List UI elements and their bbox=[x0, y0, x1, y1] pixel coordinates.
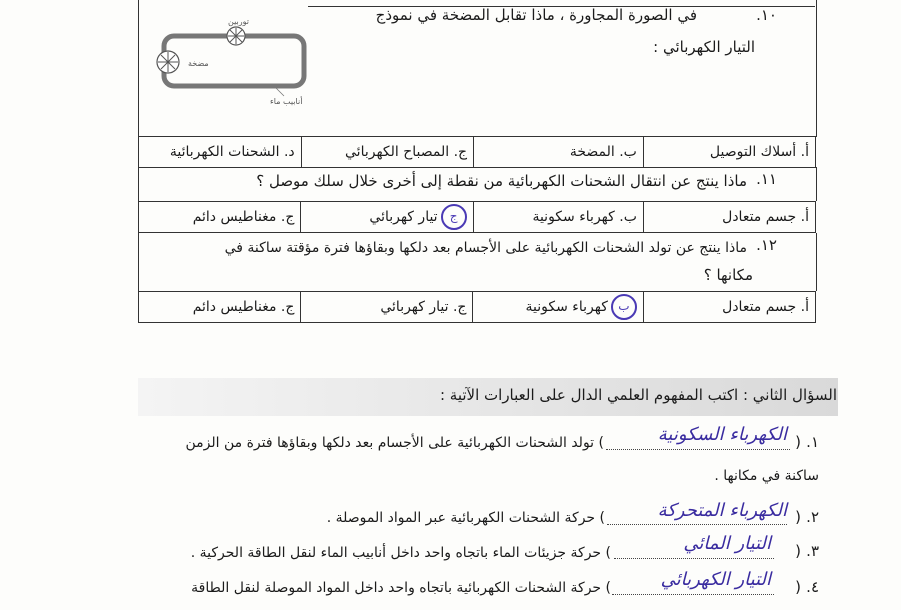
pump-icon bbox=[157, 51, 179, 73]
water-circuit-diagram bbox=[150, 14, 330, 114]
s2-item4-answer[interactable]: التيار الكهربائي bbox=[660, 569, 771, 590]
q10-option-d[interactable]: د. الشحنات الكهربائية bbox=[139, 137, 302, 168]
s2-item1-text: ) تولد الشحنات الكهربائية على الأجسام بعد دلكها وبقاؤها فترة من الزمن bbox=[185, 435, 604, 451]
q12-question-line1: ماذا ينتج عن تولد الشحنات الكهربائية على الأجسام بعد دلكها وبقاؤها فترة مؤقتة ساكنة في bbox=[224, 240, 747, 256]
s2-item2-text: ) حركة الشحنات الكهربائية عبر المواد الموصلة . bbox=[326, 510, 605, 526]
s2-item1-answer[interactable]: الكهرباء السكونية bbox=[657, 424, 787, 445]
q12-option-a[interactable]: أ. جسم متعادل bbox=[643, 292, 815, 323]
q10-option-b[interactable]: ب. المضخة bbox=[474, 137, 644, 168]
s2-item4-number: ٤. bbox=[806, 578, 819, 596]
s2-item3-open-paren: ( bbox=[795, 542, 801, 560]
diagram-label-turbine: توربين bbox=[228, 17, 249, 26]
q12-question-line2: مكانها ؟ bbox=[703, 266, 753, 284]
q11-option-b[interactable]: ب. كهرباء سكونية bbox=[473, 202, 643, 233]
q11-question-text: ماذا ينتج عن انتقال الشحنات الكهربائية من نقطة إلى أخرى خلال سلك موصل ؟ bbox=[256, 172, 747, 190]
q11-option-c-label: تيار كهربائي bbox=[369, 209, 438, 225]
q11-number: ١١. bbox=[756, 170, 777, 188]
s2-item4-open-paren: ( bbox=[795, 578, 801, 596]
s2-item1-number: ١. bbox=[806, 433, 819, 451]
s2-item3-dotted-line bbox=[614, 558, 774, 559]
s2-item1-text2: ساكنة في مكانها . bbox=[714, 468, 819, 484]
s2-item1-open-paren: ( bbox=[795, 433, 801, 451]
s2-item2-number: ٢. bbox=[806, 508, 819, 526]
q10-option-c[interactable]: ج. المصباح الكهربائي bbox=[301, 137, 473, 168]
q11-option-a[interactable]: أ. جسم متعادل bbox=[643, 202, 815, 233]
q12-options-table bbox=[138, 291, 816, 323]
q10-option-a[interactable]: أ. أسلاك التوصيل bbox=[643, 137, 815, 168]
s2-item4-dotted-line bbox=[612, 594, 774, 595]
q11-options-table bbox=[138, 201, 816, 233]
diagram-label-pipes: أنابيب ماء bbox=[270, 97, 303, 106]
s2-item2-answer[interactable]: الكهرباء المتحركة bbox=[657, 500, 787, 521]
turbine-icon bbox=[227, 27, 245, 45]
s2-item3-number: ٣. bbox=[806, 542, 819, 560]
diagram-label-pump: مضخة bbox=[188, 59, 209, 68]
s2-item2-dotted-line bbox=[607, 524, 787, 525]
s2-item3-text: ) حركة جزيئات الماء باتجاه واحد داخل أنابيب الماء لنقل الطاقة الحركية . bbox=[190, 545, 611, 561]
q10-options-table bbox=[138, 136, 816, 168]
answer-circle-icon: ج bbox=[441, 204, 467, 230]
q12-option-d[interactable]: ج. مغناطيس دائم bbox=[139, 292, 301, 323]
q11-option-c[interactable] bbox=[301, 202, 473, 233]
q10-number: ١٠. bbox=[756, 6, 777, 24]
s2-item1-dotted-line bbox=[606, 449, 790, 450]
q10-question-line2: التيار الكهربائي : bbox=[653, 38, 755, 56]
answer-circle-icon: ب bbox=[611, 294, 637, 320]
q12-number: ١٢. bbox=[756, 236, 777, 254]
q10-question-line1: في الصورة المجاورة ، ماذا تقابل المضخة في نموذج bbox=[375, 6, 697, 24]
s2-item2-open-paren: ( bbox=[795, 508, 801, 526]
q12-option-b[interactable] bbox=[473, 292, 643, 323]
q12-option-b-label: كهرباء سكونية bbox=[525, 299, 608, 315]
s2-item3-answer[interactable]: التيار المائي bbox=[683, 533, 771, 554]
section2-title: السؤال الثاني : اكتب المفهوم العلمي الدال على العبارات الآتية : bbox=[439, 386, 837, 404]
q11-option-d[interactable]: ج. مغناطيس دائم bbox=[139, 202, 301, 233]
q12-option-c[interactable]: ج. تيار كهربائي bbox=[301, 292, 473, 323]
s2-item4-text: ) حركة الشحنات الكهربائية باتجاه واحد داخل المواد الموصلة لنقل الطاقة bbox=[191, 580, 611, 596]
